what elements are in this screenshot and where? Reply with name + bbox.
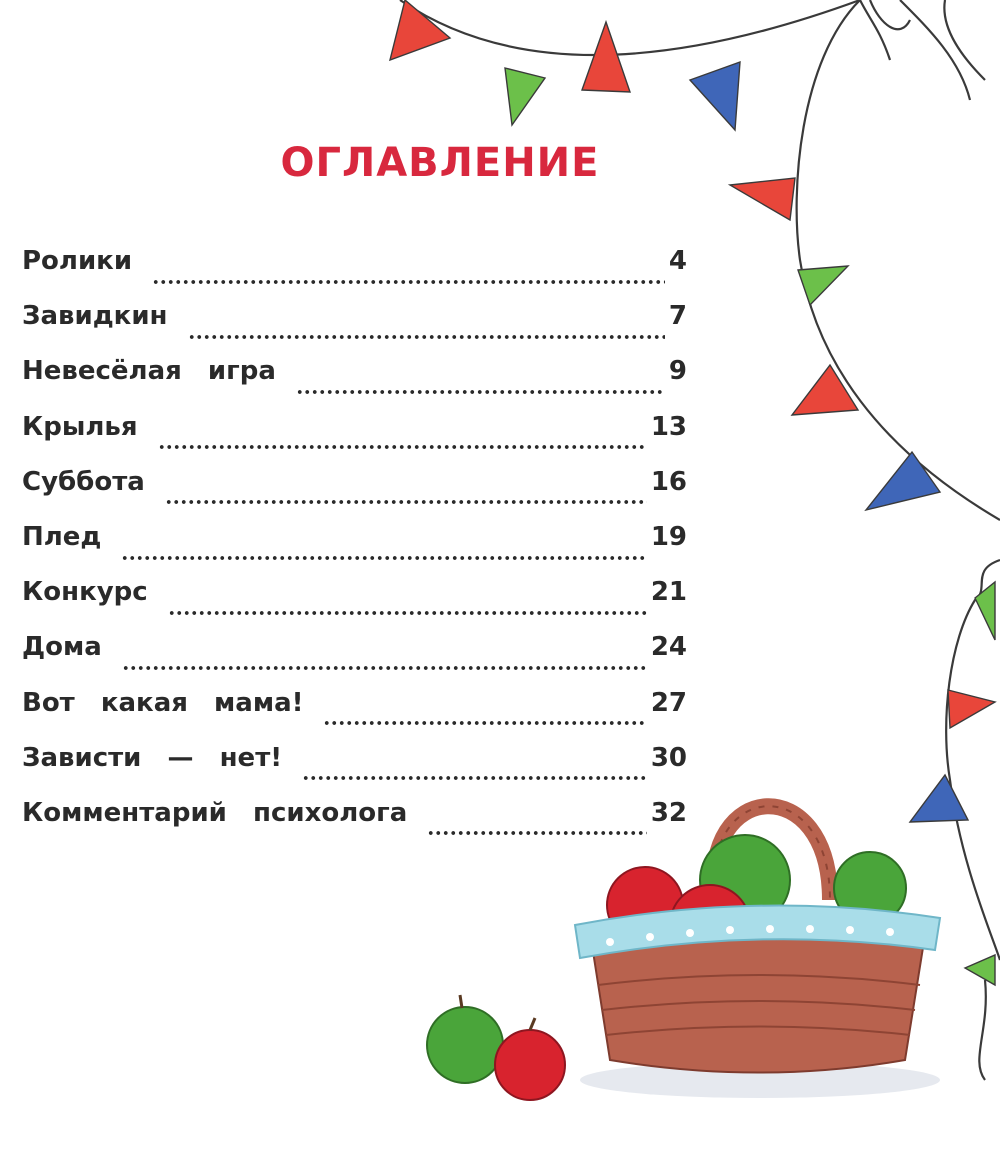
toc-page-number: 13 [650, 411, 687, 442]
toc-dot-leader [427, 830, 647, 836]
toc-page-number: 27 [650, 687, 687, 718]
toc-entry-title: Зависти — нет! [22, 742, 283, 773]
toc-entry[interactable] [22, 301, 687, 356]
toc-page-number: 7 [668, 301, 687, 332]
toc-dot-leader [152, 279, 665, 285]
toc-entry-title: Комментарий психолога [22, 797, 408, 828]
toc-page-number: 24 [650, 632, 687, 663]
toc-dot-leader [323, 720, 646, 726]
toc-page-number: 19 [650, 521, 687, 552]
apple-icon [427, 995, 565, 1100]
toc-entry[interactable] [22, 467, 687, 522]
toc-entry[interactable] [22, 632, 687, 687]
toc-dot-leader [158, 444, 647, 450]
toc-entry-title: Крылья [22, 411, 138, 442]
toc-dot-leader [121, 555, 646, 561]
toc-entry[interactable] [22, 412, 687, 467]
toc-page-number: 9 [668, 356, 687, 387]
toc-entry-title: Дома [22, 632, 102, 663]
toc-page-number: 21 [650, 577, 687, 608]
page-title: ОГЛАВЛЕНИЕ [280, 140, 600, 186]
toc-dot-leader [296, 389, 665, 395]
toc-dot-leader [188, 334, 665, 340]
toc-entry[interactable] [22, 577, 687, 632]
toc-dot-leader [168, 610, 647, 616]
toc-entry[interactable] [22, 246, 687, 301]
toc-entry[interactable] [22, 743, 687, 798]
toc-entry-title: Завидкин [22, 301, 168, 332]
toc-entry[interactable] [22, 522, 687, 577]
toc-entry-title: Плед [22, 521, 102, 552]
toc-entry[interactable] [22, 356, 687, 411]
toc-page-number: 16 [650, 466, 687, 497]
toc-dot-leader [122, 665, 647, 671]
toc-entry-title: Невесёлая игра [22, 356, 276, 387]
toc-page-number: 30 [650, 742, 687, 773]
toc-dot-leader [165, 499, 647, 505]
toc-page-number: 4 [668, 246, 687, 276]
table-of-contents [22, 246, 687, 853]
toc-entry-title: Суббота [22, 466, 145, 497]
toc-entry-title: Вот какая мама! [22, 687, 304, 718]
toc-entry-title: Конкурс [22, 577, 148, 608]
toc-page-number: 32 [650, 797, 687, 828]
toc-entry[interactable] [22, 798, 687, 853]
toc-dot-leader [302, 775, 647, 781]
toc-entry-title: Ролики [22, 246, 133, 276]
toc-entry[interactable] [22, 688, 687, 743]
